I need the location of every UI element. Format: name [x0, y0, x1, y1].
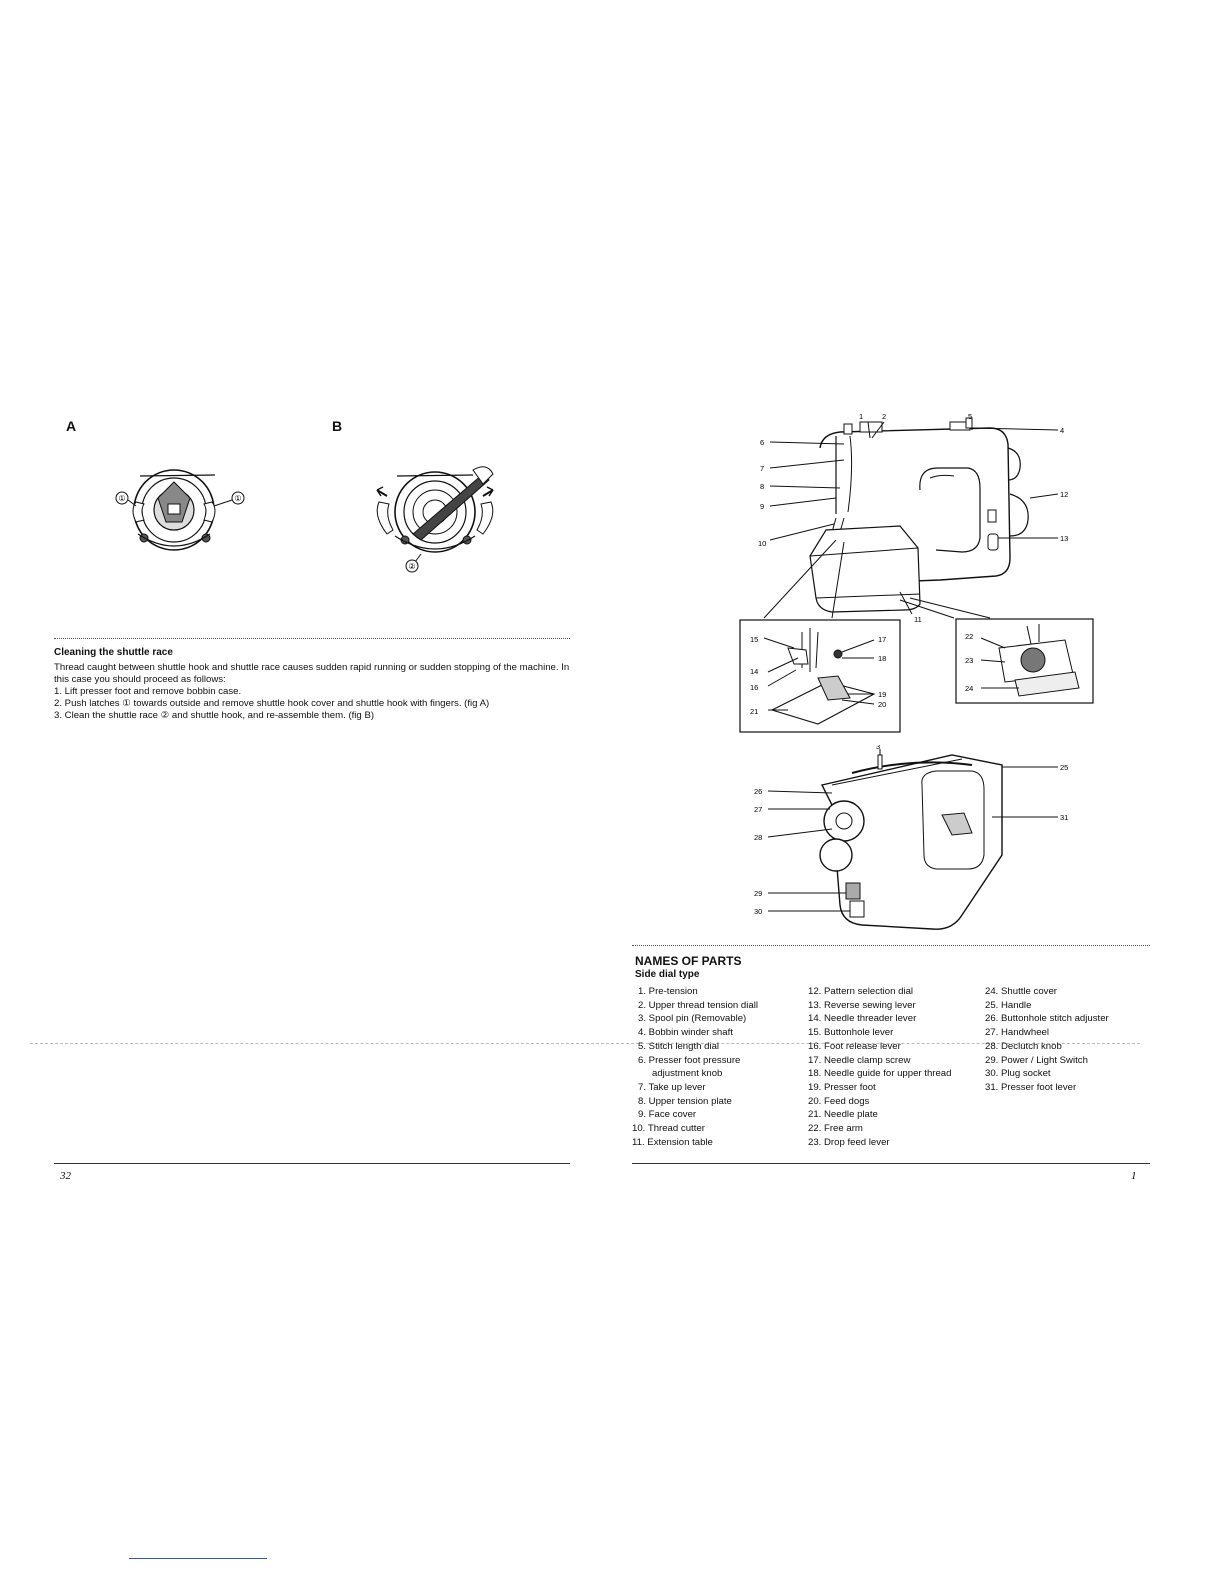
- detail-pointer-lines: [740, 540, 1080, 630]
- callout-24: 24: [965, 684, 974, 693]
- callout-27: 27: [754, 805, 763, 814]
- callout-17: 17: [878, 635, 887, 644]
- figure-a-label: A: [66, 418, 77, 434]
- part-item: 27. Handwheel: [985, 1027, 1050, 1039]
- part-item: 30. Plug socket: [985, 1068, 1051, 1080]
- part-item: 11. Extension table: [632, 1136, 713, 1148]
- callout-20: 20: [878, 700, 887, 709]
- callout-5: 5: [968, 412, 973, 421]
- part-item: 17. Needle clamp screw: [808, 1054, 911, 1066]
- page-number-left: 32: [60, 1170, 71, 1182]
- part-item: 31. Presser foot lever: [985, 1081, 1077, 1093]
- part-item: 22. Free arm: [808, 1123, 863, 1135]
- part-item: 14. Needle threader lever: [808, 1013, 917, 1025]
- part-item: 26. Buttonhole stitch adjuster: [985, 1013, 1109, 1025]
- callout-8: 8: [760, 482, 765, 491]
- free-arm-detail-diagram: [955, 618, 1095, 706]
- callout-23: 23: [965, 656, 974, 665]
- callout-26: 26: [754, 787, 763, 796]
- part-item: 5. Stitch length dial: [638, 1040, 720, 1052]
- names-of-parts-title: NAMES OF PARTS: [635, 954, 742, 968]
- step-1: 1. Lift presser foot and remove bobbin case.: [54, 686, 242, 697]
- callout-2: 2: [882, 412, 887, 421]
- callout-15: 15: [750, 635, 759, 644]
- footer-rule-left: [54, 1163, 570, 1164]
- callout-28: 28: [754, 833, 763, 842]
- callout-25: 25: [1060, 763, 1069, 772]
- scan-artifact-line: [30, 1043, 1140, 1044]
- part-item: 9. Face cover: [638, 1109, 697, 1121]
- part-item: 19. Presser foot: [808, 1081, 876, 1093]
- parts-list-column-2: [808, 985, 951, 1149]
- race-marker: ②: [408, 562, 416, 571]
- figure-a-shuttle-latches-illustration: [110, 462, 260, 557]
- part-item: 10. Thread cutter: [632, 1123, 705, 1135]
- part-item: 16. Foot release lever: [808, 1040, 901, 1052]
- callout-11: 11: [914, 615, 922, 623]
- callout-30: 30: [754, 907, 763, 916]
- part-item: 4. Bobbin winder shaft: [638, 1027, 733, 1039]
- bottom-underline-artifact: [129, 1558, 267, 1559]
- callout-31: 31: [1060, 813, 1069, 822]
- needle-area-detail-diagram: [738, 618, 903, 736]
- footer-rule-right: [632, 1163, 1150, 1164]
- part-item: 13. Reverse sewing lever: [808, 999, 916, 1011]
- part-item: 2. Upper thread tension diall: [638, 999, 758, 1011]
- callout-22: 22: [965, 632, 974, 641]
- callout-18: 18: [878, 654, 887, 663]
- part-item: 15. Buttonhole lever: [808, 1027, 894, 1039]
- part-item: 24. Shuttle cover: [985, 986, 1057, 997]
- part-item: 29. Power / Light Switch: [985, 1054, 1088, 1066]
- step-3: 3. Clean the shuttle race ② and shuttle hook, and re-assemble them. (fig B): [54, 710, 375, 721]
- part-item: 3. Spool pin (Removable): [638, 1013, 747, 1025]
- part-item-continuation: adjustment knob: [652, 1068, 723, 1080]
- names-divider: [632, 945, 1150, 946]
- callout-10: 10: [758, 539, 767, 548]
- callout-21: 21: [750, 707, 759, 716]
- page-number-right: 1: [1131, 1170, 1137, 1182]
- part-item: 7. Take up lever: [638, 1081, 706, 1093]
- step-2: 2. Push latches ① towards outside and remove shuttle hook cover and shuttle hook with fingers. (fig A): [54, 698, 490, 709]
- machine-rear-view-diagram: [752, 745, 1082, 935]
- figure-b-cleaning-race-illustration: [365, 462, 525, 582]
- figure-b-label: B: [332, 418, 343, 434]
- parts-list-column-3: [985, 985, 1109, 1095]
- callout-9: 9: [760, 502, 765, 511]
- section-divider: [54, 638, 570, 639]
- callout-12: 12: [1060, 490, 1069, 499]
- part-item: 6. Presser foot pressure: [638, 1054, 741, 1066]
- section-heading: Cleaning the shuttle race: [54, 647, 173, 658]
- part-item: 1. Pre-tension: [638, 986, 698, 997]
- callout-4: 4: [1060, 426, 1065, 435]
- latch-marker-left: ①: [118, 494, 126, 503]
- section-intro: Thread caught between shuttle hook and shuttle race causes sudden rapid running or sudden stopping of the machine. In this case you should proceed as follows:: [54, 662, 570, 685]
- part-item: 8. Upper tension plate: [638, 1095, 732, 1107]
- part-item: 21. Needle plate: [808, 1109, 878, 1121]
- callout-29: 29: [754, 889, 763, 898]
- callout-13: 13: [1060, 534, 1069, 543]
- part-item: 23. Drop feed lever: [808, 1136, 890, 1148]
- latch-marker-right: ①: [234, 494, 242, 503]
- callout-14: 14: [750, 667, 759, 676]
- callout-1: 1: [859, 412, 864, 421]
- callout-6: 6: [760, 438, 765, 447]
- part-item: 18. Needle guide for upper thread: [808, 1068, 952, 1080]
- names-of-parts-subtitle: Side dial type: [635, 969, 700, 980]
- parts-list-column-1: [632, 985, 758, 1149]
- part-item: 28. Declutch knob: [985, 1040, 1062, 1052]
- part-item: 12. Pattern selection dial: [808, 986, 914, 997]
- callout-16: 16: [750, 683, 759, 692]
- part-item: 20. Feed dogs: [808, 1095, 870, 1107]
- callout-19: 19: [878, 690, 887, 699]
- callout-3: 3: [876, 745, 881, 751]
- callout-7: 7: [760, 464, 765, 473]
- part-item: 25. Handle: [985, 999, 1032, 1011]
